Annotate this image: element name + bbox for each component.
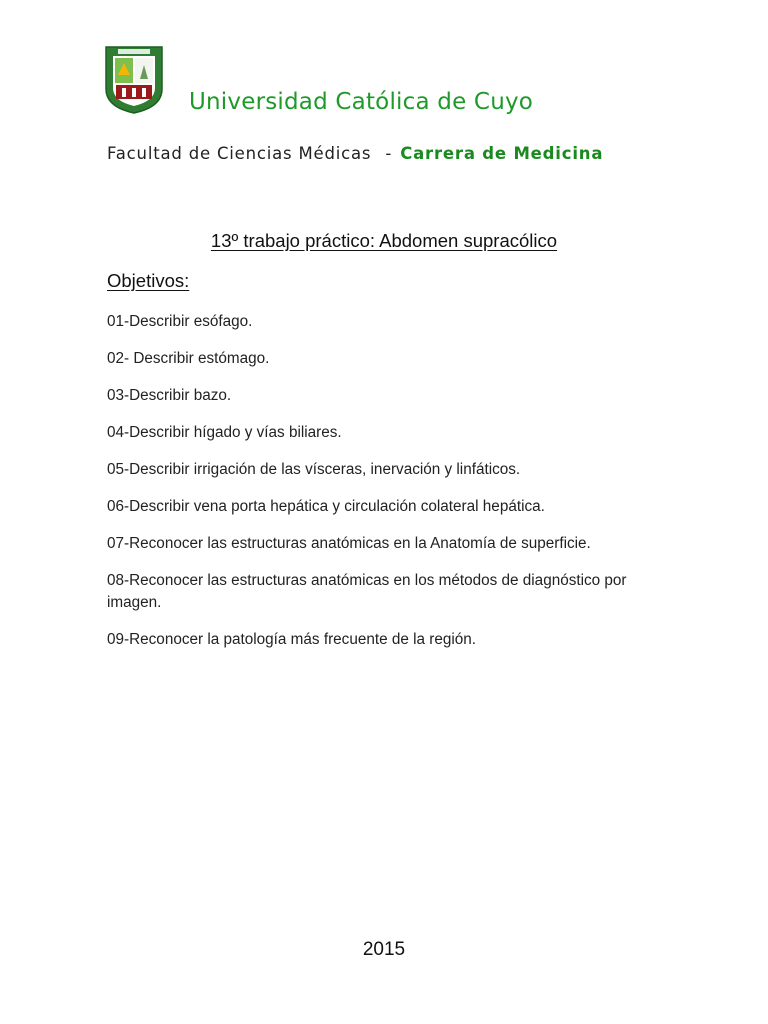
objective-item: 06-Describir vena porta hepática y circulación colateral hepática.	[107, 498, 545, 515]
objective-item: 07-Reconocer las estructuras anatómicas en la Anatomía de superficie.	[107, 535, 591, 552]
objectives-list	[107, 311, 647, 666]
objective-item: 02- Describir estómago.	[107, 350, 270, 367]
faculty-separator: -	[385, 144, 393, 163]
document-title	[0, 230, 768, 252]
objective-item: 08-Reconocer las estructuras anatómicas en los métodos de diagnóstico por imagen.	[107, 572, 627, 611]
objective-item: 04-Describir hígado y vías biliares.	[107, 424, 342, 441]
university-name: Universidad Católica de Cuyo	[189, 89, 534, 115]
objective-item: 01-Describir esófago.	[107, 313, 253, 330]
career-name: Carrera de Medicina	[400, 144, 604, 163]
document-title-text: 13º trabajo práctico: Abdomen supracólico	[210, 230, 558, 251]
objective-item: 03-Describir bazo.	[107, 387, 232, 404]
objectives-heading: Objetivos:	[107, 270, 190, 291]
university-crest-icon	[104, 45, 164, 115]
university-logo	[104, 45, 164, 115]
faculty-name: Facultad de Ciencias Médicas	[107, 144, 372, 163]
objective-item: 05-Describir irrigación de las vísceras, inervación y linfáticos.	[107, 461, 521, 478]
document-year: 2015	[362, 939, 406, 960]
objective-item: 09-Reconocer la patología más frecuente de la región.	[107, 631, 477, 648]
faculty-line	[107, 144, 603, 163]
